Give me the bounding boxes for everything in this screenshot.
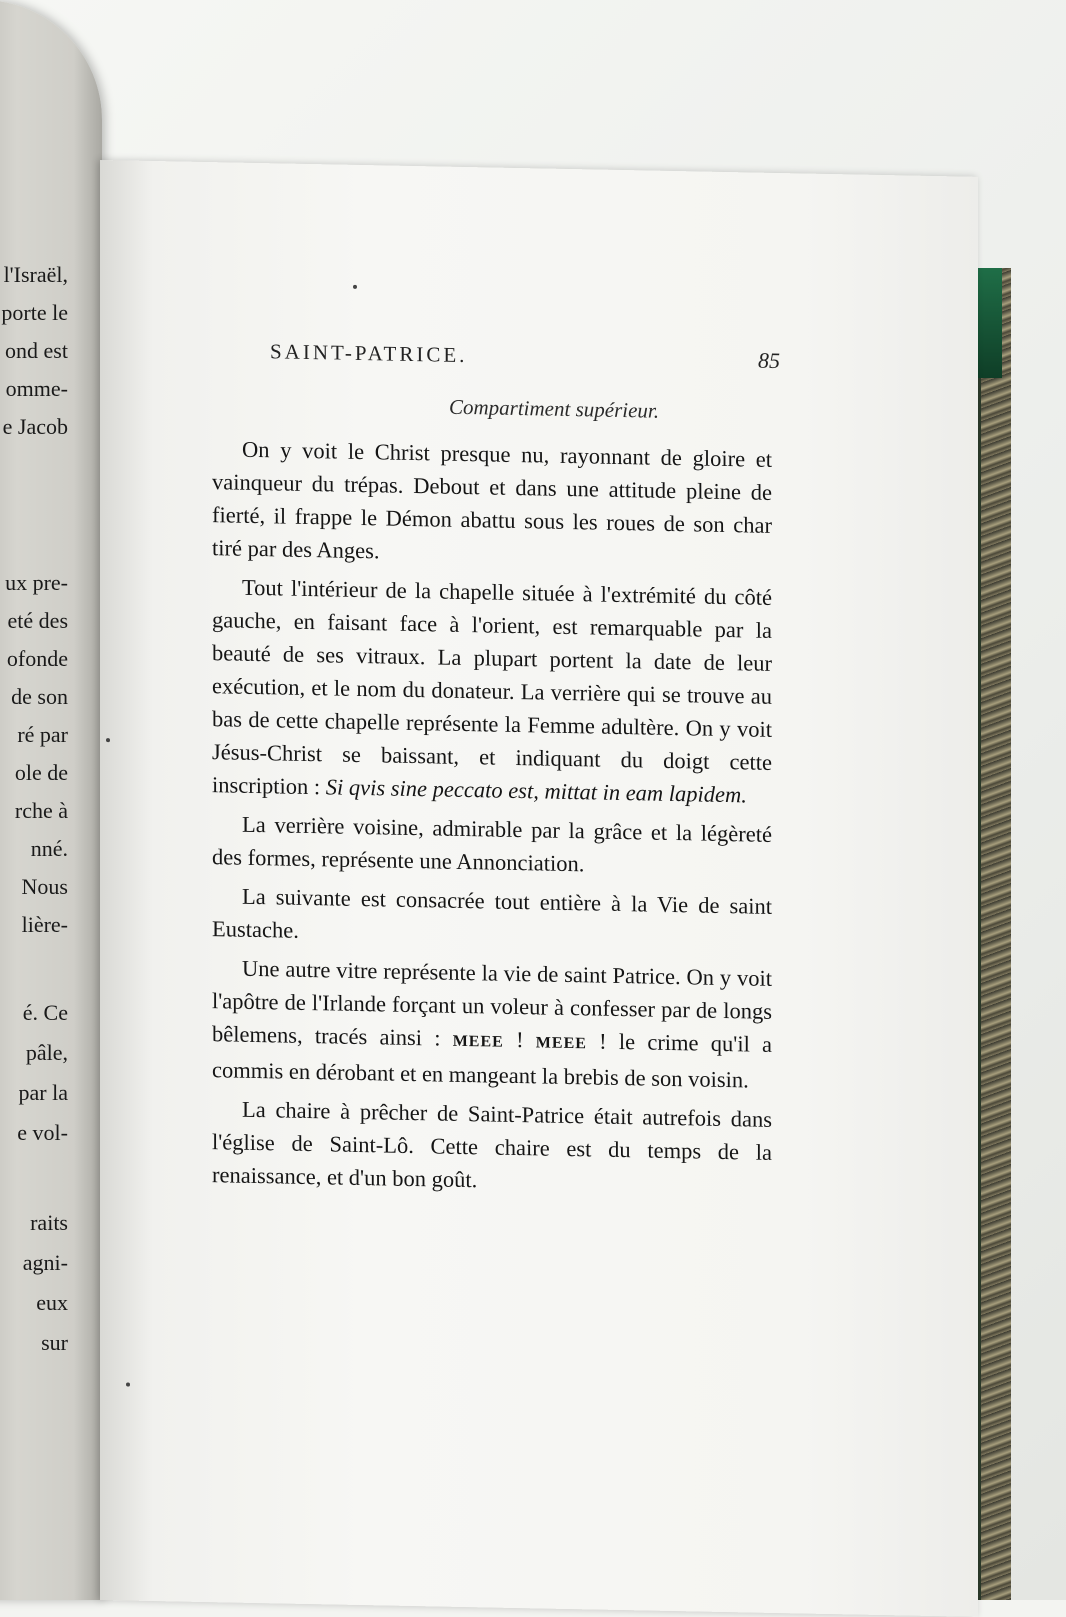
left-page-fragment: omme- bbox=[5, 376, 68, 401]
cover-corner-green bbox=[978, 268, 1002, 378]
latin-inscription: Si qvis sine peccato est, mittat in eam lapidem. bbox=[325, 774, 747, 808]
left-page-fragment: sur bbox=[41, 1330, 68, 1355]
paragraph-text: ! bbox=[516, 1026, 524, 1053]
left-page-fragment: pâle, bbox=[25, 1040, 68, 1065]
left-page-fragment: de son bbox=[11, 684, 68, 709]
left-page-fragment: par la bbox=[18, 1080, 68, 1105]
book-page bbox=[100, 160, 978, 1617]
paragraph: La suivante est consacrée tout entière à la Vie de saint Eustache. bbox=[212, 883, 772, 943]
paragraph bbox=[212, 570, 772, 812]
book-cover-edge bbox=[978, 268, 1011, 1600]
left-page-fragment: ré par bbox=[17, 722, 68, 747]
left-page-fragment: e Jacob bbox=[2, 414, 68, 439]
left-page-fragment: ux pre- bbox=[5, 570, 68, 595]
left-page-fragment: rche à bbox=[14, 798, 68, 823]
left-facing-page bbox=[0, 0, 102, 1600]
running-title: SAINT-PATRICE. bbox=[270, 339, 468, 368]
left-page-fragment: Nous bbox=[21, 874, 68, 899]
left-page-fragment: nné. bbox=[30, 836, 68, 861]
left-page-fragment: é. Ce bbox=[22, 1000, 68, 1025]
bleat-text: MEEE bbox=[452, 1032, 504, 1051]
left-page-fragment: ond est bbox=[5, 338, 68, 363]
bleat-text: MEEE bbox=[535, 1034, 587, 1053]
paper-speck bbox=[353, 285, 357, 289]
left-page-fragment: raits bbox=[30, 1210, 68, 1235]
paragraph: La chaire à prêcher de Saint-Patrice était autrefois dans l'église de Saint-Lô. Cette chaire est du temps de la renaissance, et d'un bon goût. bbox=[212, 1096, 772, 1193]
left-page-fragment: eux bbox=[36, 1290, 68, 1315]
left-page-fragment: agni- bbox=[22, 1250, 68, 1275]
left-page-fragment: lière- bbox=[21, 912, 68, 937]
section-title: Compartiment supérieur. bbox=[449, 394, 659, 423]
paper-speck bbox=[126, 1382, 130, 1386]
left-page-fragment: e vol- bbox=[17, 1120, 68, 1145]
paper-speck bbox=[106, 738, 110, 742]
paragraph: On y voit le Christ presque nu, rayonnant de gloire et vainqueur du trépas. Debout et dans une attitude pleine de fierté, il frappe le Démon abattu sous les roues de son char tiré par des Anges. bbox=[212, 436, 772, 564]
paragraph: La verrière voisine, admirable par la grâce et la légèreté des formes, représente une Annonciation. bbox=[212, 811, 772, 877]
paragraph-text: Tout l'intérieur de la chapelle située à l'extrémité du côté gauche, en faisant face à l'orient, est remarquable par la beauté de ses vitraux. La plupart portent la date de leur exécution, et le nom du donateur. La verrière qui se trouve au bas de cette chapelle représente la Femme adultère. On y voit Jésus-Christ se baissant, et indiquant du doigt cette inscription : bbox=[212, 574, 772, 800]
left-page-fragment: ole de bbox=[14, 760, 68, 785]
left-page-fragment: porte le bbox=[1, 300, 68, 325]
paragraph-text: Une autre vitre représente la vie de saint Patrice. On y voit l'apôtre de l'Irlande forçant un voleur à confesser par de longs bêlemens, tracés ainsi : bbox=[212, 955, 772, 1051]
page-number: 85 bbox=[758, 347, 780, 374]
left-page-fragment: ofonde bbox=[6, 646, 68, 671]
running-head bbox=[270, 338, 780, 374]
left-page-fragment: eté des bbox=[7, 608, 68, 633]
paragraph bbox=[212, 951, 772, 1097]
paragraph-text: ! le crime qu'il a commis en dérobant et en mangeant la brebis de son voisin. bbox=[212, 1028, 773, 1093]
left-page-fragment: l'Israël, bbox=[3, 262, 68, 287]
body-text bbox=[212, 432, 772, 1208]
